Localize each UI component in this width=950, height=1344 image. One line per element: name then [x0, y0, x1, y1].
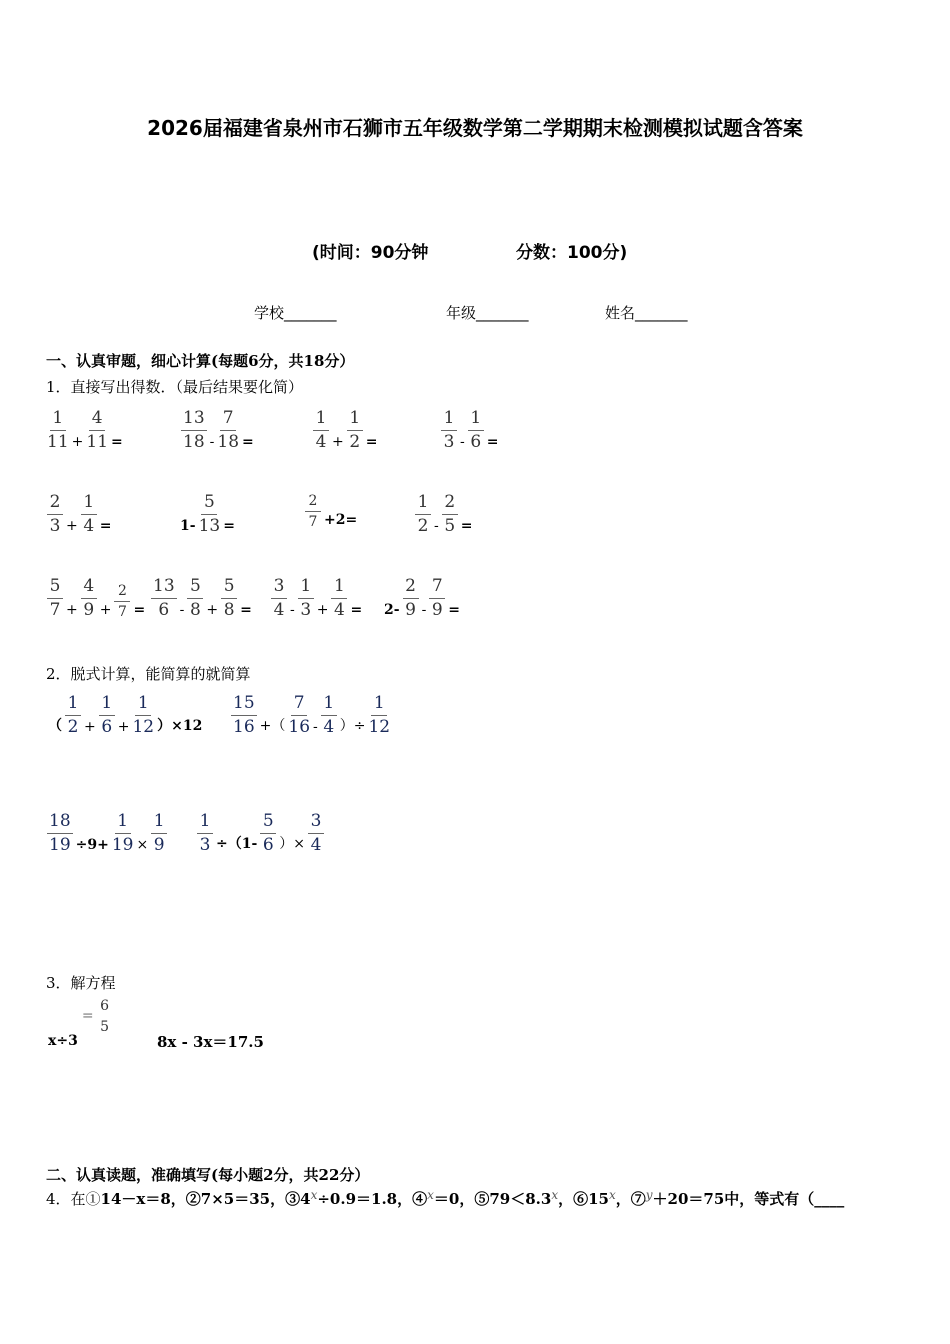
fraction: $\frac{1}{3}$ [197, 813, 213, 854]
q2-expression-d: $\frac{1}{3}$ ÷（1- $\frac{5}{6}$ ）× $\frac{3}{4}$ [196, 813, 325, 854]
q1-exercise: $\frac{13}{6}$ - $\frac{5}{8}$ + $\frac{5}{8}$ = [153, 576, 252, 620]
fraction: $\frac{5}{8}$ [221, 578, 237, 619]
q1-exercise: $\frac{1}{11}$ + $\frac{4}{11}$ = [47, 408, 123, 452]
fraction: $\frac{1}{4}$ [321, 695, 337, 736]
school-field: 学校_______ [254, 304, 337, 322]
q2-expression-a: （ $\frac{1}{2}$ + $\frac{1}{6}$ + $\frac{1}{12}$ ）×12 [48, 693, 203, 737]
q2-expression-b: $\frac{15}{16}$ +（ $\frac{7}{16}$ - $\frac{1}{4}$ ）÷ $\frac{1}{12}$ [233, 693, 391, 737]
q1-exercise: $\frac{2}{3}$ + $\frac{1}{4}$ = [46, 494, 113, 535]
fraction: $\frac{1}{9}$ [151, 813, 167, 854]
q1-exercise: $\frac{5}{7}$ + $\frac{4}{9}$ + $\frac{2}{7}$ = [46, 578, 147, 619]
q1-exercise: $\frac{3}{4}$ - $\frac{1}{3}$ + $\frac{1}{4}$ = [270, 578, 364, 619]
fraction: $\frac{1}{12}$ [368, 693, 391, 737]
fraction: $\frac{13}{6}$ [153, 576, 175, 620]
q1-exercise: $\frac{1}{4}$ + $\frac{1}{2}$ = [312, 410, 379, 451]
fraction: $\frac{1}{3}$ [441, 410, 457, 451]
fraction: $\frac{4}{11}$ [86, 408, 109, 452]
fraction: $\frac{1}{19}$ [111, 811, 134, 855]
fraction: $\frac{2}{3}$ [47, 494, 63, 535]
fraction: $\frac{1}{12}$ [132, 693, 155, 737]
fraction: $\frac{18}{19}$ [49, 811, 71, 855]
name-field: 姓名_______ [605, 304, 688, 322]
question-3: 3．解方程 [46, 974, 116, 992]
q2-expression-c: $\frac{18}{19}$ ÷9+ $\frac{1}{19}$ × $\frac{1}{9}$ [46, 813, 168, 854]
fraction: $\frac{7}{9}$ [429, 578, 445, 619]
question-4: 4．在①14－x＝8，②7×5＝35，$③4^x\div 0.9=1.8$，④$^x$＝0，$⑤79<8.3^x$，⑥15$^x$，⑦$^y$＋20＝75中，等式有（____ [46, 1188, 845, 1208]
grade-field: 年级_______ [446, 304, 529, 322]
fraction: $\frac{1}{4}$ [81, 494, 97, 535]
fraction: $\frac{2}{7}$ [114, 584, 130, 619]
question-2: 2．脱式计算，能简算的就简算 [46, 665, 251, 683]
fraction: $\frac{1}{6}$ [468, 410, 484, 451]
fraction: $\frac{6}{5}$ [97, 999, 113, 1034]
fraction: $\frac{2}{9}$ [403, 578, 419, 619]
exam-time: (时间：90分钟 [312, 243, 429, 263]
q1-exercise: 2- $\frac{2}{9}$ - $\frac{7}{9}$ = [384, 576, 461, 620]
fraction: $\frac{1}{3}$ [298, 578, 314, 619]
fraction: $\frac{2}{7}$ [305, 494, 321, 529]
q1-exercise: $\frac{1}{2}$ - $\frac{2}{5}$ = [414, 494, 474, 535]
q1-exercise: 1- $\frac{5}{13}$ = [180, 492, 235, 536]
fraction: $\frac{2}{5}$ [442, 494, 458, 535]
fraction: $\frac{15}{16}$ [233, 693, 255, 737]
fraction: $\frac{1}{6}$ [99, 695, 115, 736]
fraction: $\frac{1}{4}$ [313, 410, 329, 451]
fraction: $\frac{3}{4}$ [308, 813, 324, 854]
section-1-heading: 一、认真审题，细心计算(每题6分，共18分） [46, 352, 355, 370]
fraction: $\frac{5}{8}$ [187, 578, 203, 619]
fraction: $\frac{7}{18}$ [217, 408, 240, 452]
fraction: $\frac{5}{7}$ [47, 578, 63, 619]
fraction: $\frac{1}{2}$ [65, 695, 81, 736]
fraction: $\frac{7}{16}$ [288, 693, 311, 737]
q2a-open: （ [48, 718, 62, 734]
fraction: $\frac{1}{11}$ [47, 408, 69, 452]
fraction: $\frac{3}{4}$ [271, 578, 287, 619]
fraction: $\frac{5}{13}$ [198, 492, 221, 536]
q1-exercise: $\frac{13}{18}$ - $\frac{7}{18}$ = [183, 408, 254, 452]
q3-equation-b: 8x - 3x＝17.5 [157, 1033, 264, 1051]
q1-exercise: $\frac{2}{7}$ +2= [304, 494, 359, 529]
q1-exercise: $\frac{1}{3}$ - $\frac{1}{6}$ = [440, 410, 500, 451]
fraction: $\frac{5}{6}$ [260, 813, 276, 854]
fraction: $\frac{13}{18}$ [183, 408, 205, 452]
page-title: 2026届福建省泉州市石狮市五年级数学第二学期期末检测模拟试题含答案 [147, 116, 803, 140]
question-1: 1．直接写出得数．（最后结果要化简） [46, 378, 304, 396]
q3-equation-a: x÷3 = $\frac{6}{5}$ [46, 1006, 114, 1050]
exam-score: 分数：100分) [516, 243, 628, 263]
section-2-heading: 二、认真读题，准确填写(每小题2分，共22分） [46, 1166, 370, 1184]
fraction: $\frac{1}{2}$ [347, 410, 363, 451]
fraction: $\frac{1}{2}$ [415, 494, 431, 535]
fraction: $\frac{4}{9}$ [81, 578, 97, 619]
fraction: $\frac{1}{4}$ [331, 578, 347, 619]
